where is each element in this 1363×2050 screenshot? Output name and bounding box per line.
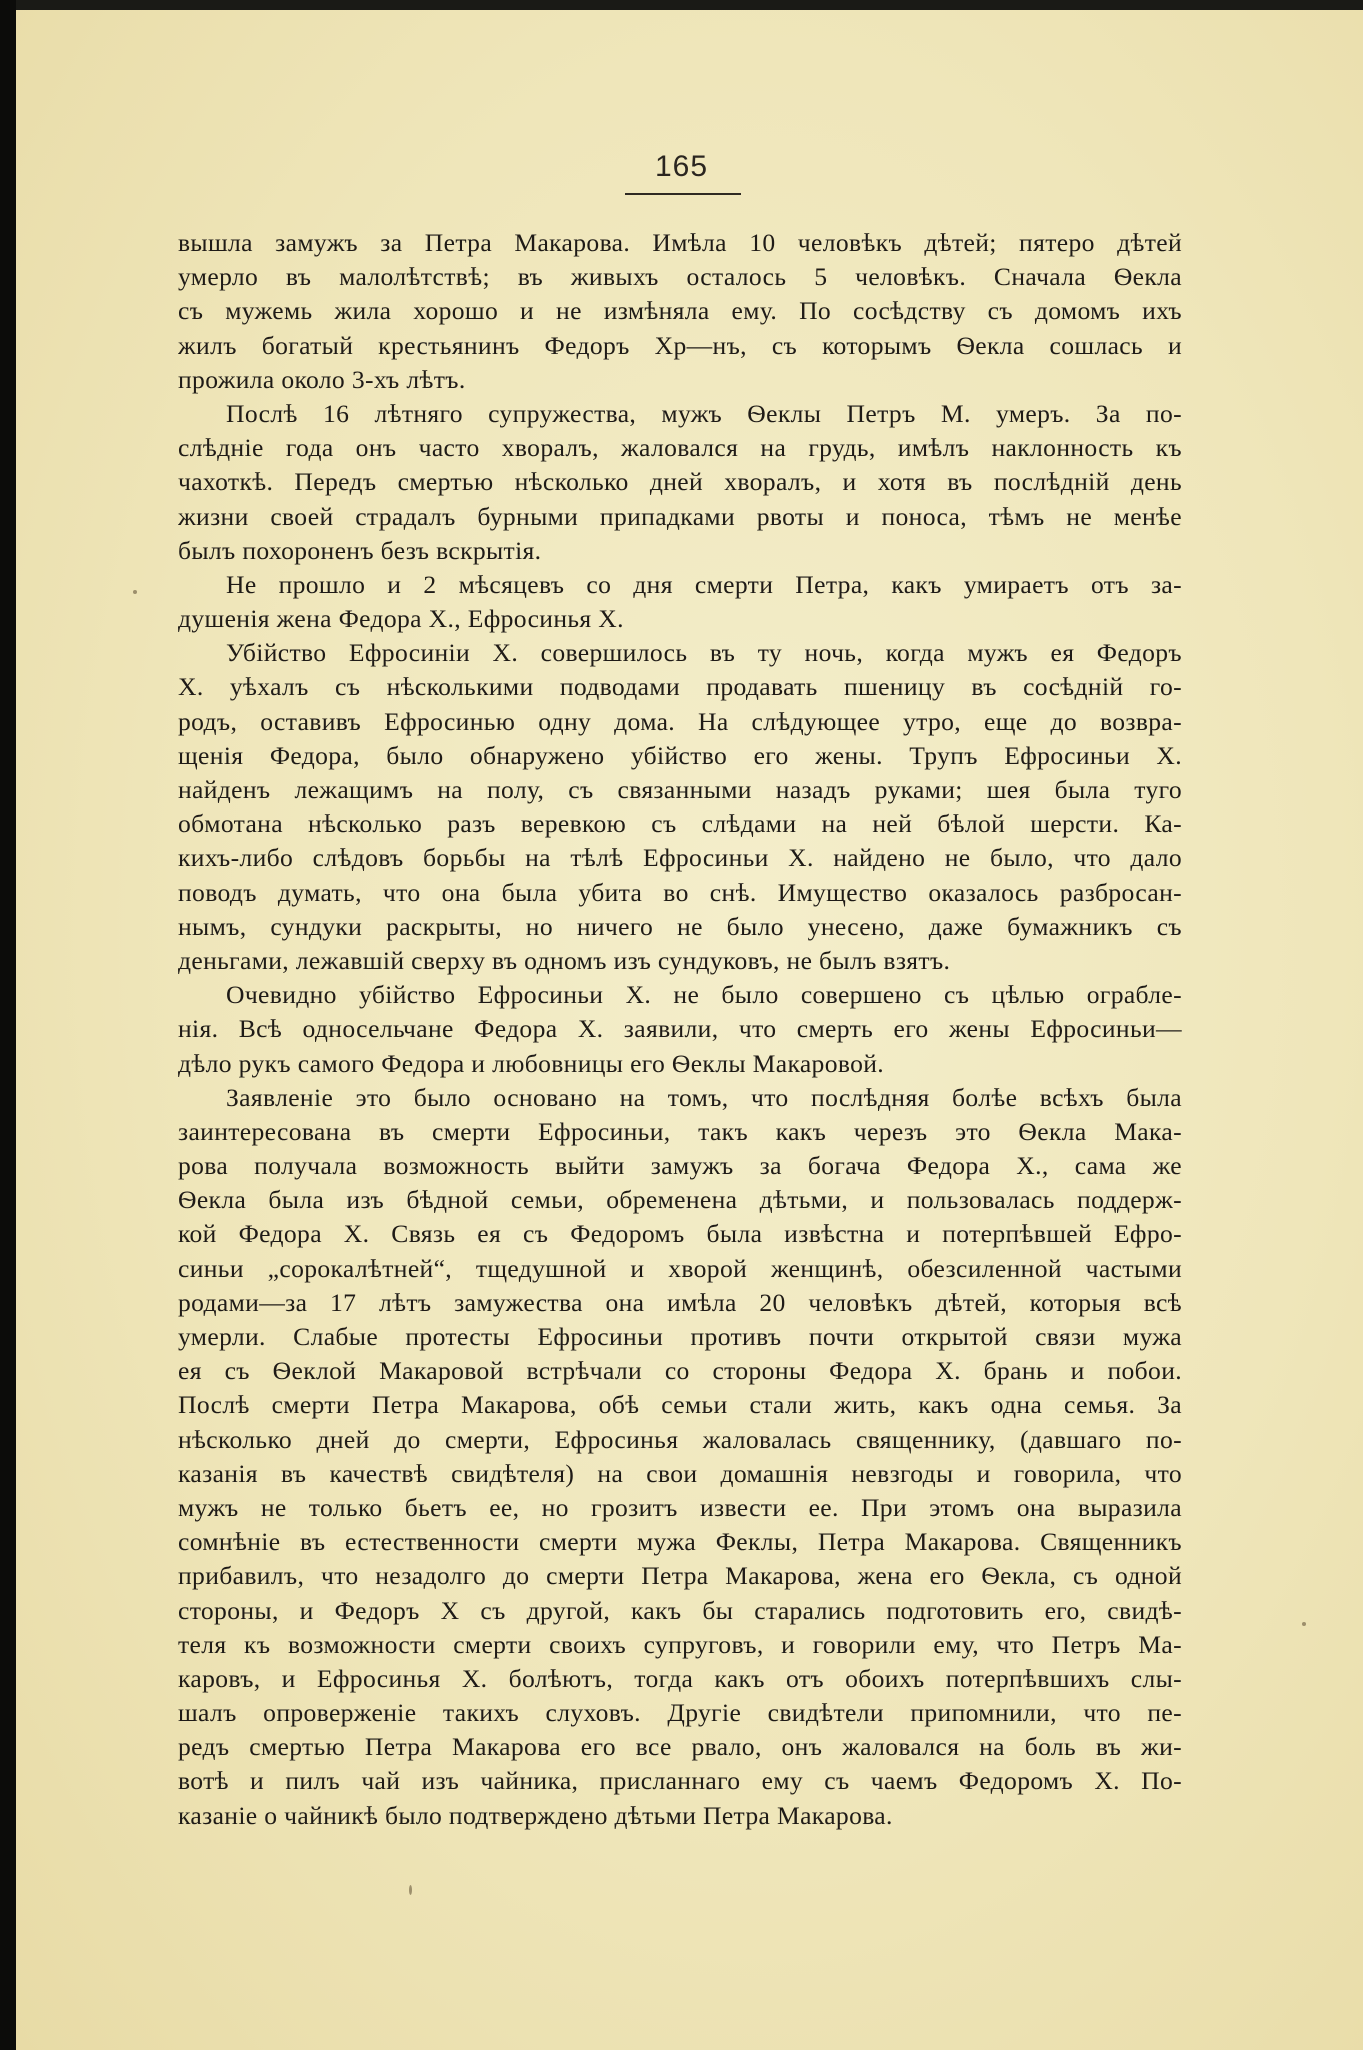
text-line: кой Федора Х. Связь ея съ Федоромъ была извѣстна и потерпѣвшей Ефро- [178, 1219, 1182, 1249]
text-line: былъ похороненъ безъ вскрытія. [178, 535, 542, 565]
page-number-rule [625, 193, 741, 195]
text-line: редъ смертью Петра Макарова его все рвало, онъ жаловался на боль въ жи- [178, 1732, 1182, 1762]
text-line: сомнѣніе въ естественности смерти мужа Феклы, Петра Макарова. Священникъ [178, 1527, 1182, 1557]
paper-speck [1302, 1622, 1306, 1626]
text-line: умерли. Слабые протесты Ефросиньи противъ почти открытой связи мужа [178, 1322, 1182, 1351]
text-line: Послѣ смерти Петра Макарова, обѣ семьи стали жить, какъ одна семья. За [178, 1390, 1182, 1420]
text-line: родами—за 17 лѣтъ замужества она имѣла 20 человѣкъ дѣтей, которыя всѣ [178, 1287, 1182, 1317]
paper-speck [409, 1885, 412, 1895]
text-line: жизни своей страдалъ бурными припадками рвоты и поноса, тѣмъ не менѣе [178, 501, 1182, 531]
text-line: вотѣ и пилъ чай изъ чайника, присланнаго ему съ чаемъ Федоромъ Х. По- [178, 1766, 1182, 1796]
text-line: щенія Федора, было обнаружено убійство его жены. Трупъ Ефросиньи Х. [178, 740, 1182, 770]
text-line: казанія въ качествѣ свидѣтеля) на свои домашнія невзгоды и говорила, что [178, 1458, 1182, 1488]
text-line: шалъ опроверженіе такихъ слуховъ. Другіе свидѣтели припомнили, что пе- [178, 1698, 1182, 1728]
text-line: родъ, оставивъ Ефросинью одну дома. На слѣдующее утро, еще до возвра- [178, 706, 1182, 736]
text-line: стороны, и Федоръ Х съ другой, какъ бы старались подготовить его, свидѣ- [178, 1595, 1182, 1625]
scan-edge-left [0, 0, 16, 2050]
page-number: 165 [654, 150, 709, 183]
text-line: заинтересована въ смерти Ефросиньи, такъ какъ черезъ это Ѳекла Мака- [178, 1116, 1182, 1146]
text-line: прожила около 3-хъ лѣтъ. [178, 364, 466, 394]
text-line: дѣло рукъ самого Федора и любовницы его Ѳеклы Макаровой. [178, 1048, 885, 1078]
text-line: казаніе о чайникѣ было подтверждено дѣтьми Петра Макарова. [178, 1800, 893, 1830]
text-line: кихъ-либо слѣдовъ борьбы на тѣлѣ Ефросиньи Х. найдено не было, что дало [178, 843, 1182, 873]
text-line: душенія жена Федора Х., Ефросинья Х. [178, 604, 624, 634]
text-line: каровъ, и Ефросинья Х. болѣютъ, тогда какъ отъ обоихъ потерпѣвшихъ слы- [178, 1663, 1182, 1693]
text-line: Ѳекла была изъ бѣдной семьи, обременена дѣтьми, и пользовалась поддерж- [178, 1185, 1182, 1215]
text-line: мужъ не только бьетъ ее, но грозитъ извести ее. При этомъ она выразила [178, 1492, 1182, 1522]
text-line: рова получала возможность выйти замужъ за богача Федора Х., сама же [178, 1151, 1182, 1181]
text-line: Заявленіе это было основано на томъ, что послѣдняя болѣе всѣхъ была [226, 1082, 1182, 1112]
text-line: умерло въ малолѣтствѣ; въ живыхъ осталось 5 человѣкъ. Сначала Ѳекла [178, 262, 1182, 292]
text-line: слѣдніе года онъ часто хворалъ, жаловался на грудь, имѣлъ наклонность къ [178, 433, 1182, 463]
body-text [178, 226, 1182, 1833]
text-line: прибавилъ, что незадолго до смерти Петра Макарова, жена его Ѳекла, съ одной [178, 1561, 1182, 1591]
text-line: нія. Всѣ односельчане Федора Х. заявили, что смерть его жены Ефросиньи— [178, 1014, 1182, 1044]
text-line: синьи „сорокалѣтней“, тщедушной и хворой женщинѣ, обезсиленной частыми [178, 1253, 1182, 1283]
text-line: Убійство Ефросиніи Х. совершилось въ ту ночь, когда мужъ ея Федоръ [226, 638, 1182, 668]
text-line: чахоткѣ. Передъ смертью нѣсколько дней хворалъ, и хотя въ послѣдній день [178, 467, 1182, 497]
scan-edge-top [0, 0, 1363, 10]
text-line: обмотана нѣсколько разъ веревкою съ слѣдами на ней бѣлой шерсти. Ка- [178, 809, 1182, 839]
text-line: съ мужемь жила хорошо и не измѣняла ему. По сосѣдству съ домомъ ихъ [178, 296, 1182, 326]
paper-speck [133, 590, 137, 594]
text-line: теля къ возможности смерти своихъ супруговъ, и говорили ему, что Петръ Ма- [178, 1629, 1182, 1659]
text-line: найденъ лежащимъ на полу, съ связанными назадъ руками; шея была туго [178, 775, 1182, 804]
text-line: вышла замужъ за Петра Макарова. Имѣла 10 человѣкъ дѣтей; пятеро дѣтей [178, 228, 1182, 257]
text-line: Послѣ 16 лѣтняго супружества, мужъ Ѳеклы Петръ М. умеръ. За по- [226, 398, 1182, 428]
text-line: деньгами, лежавшій сверху въ одномъ изъ сундуковъ, не былъ взятъ. [178, 945, 951, 975]
text-line: нымъ, сундуки раскрыты, но ничего не было унесено, даже бумажникъ съ [178, 911, 1182, 941]
text-line: Х. уѣхалъ съ нѣсколькими подводами продавать пшеницу въ сосѣдній го- [178, 672, 1182, 702]
text-line: жилъ богатый крестьянинъ Федоръ Хр—нъ, съ которымъ Ѳекла сошлась и [178, 330, 1182, 360]
text-line: Очевидно убійство Ефросиньи Х. не было совершено съ цѣлью ограбле- [226, 980, 1182, 1010]
text-line: поводъ думать, что она была убита во снѣ. Имущество оказалось разбросан- [178, 877, 1182, 907]
text-line: ея съ Ѳеклой Макаровой встрѣчали со стороны Федора Х. брань и побои. [178, 1356, 1182, 1386]
text-line: Не прошло и 2 мѣсяцевъ со дня смерти Петра, какъ умираетъ отъ за- [226, 569, 1182, 599]
text-line: нѣсколько дней до смерти, Ефросинья жаловалась священнику, (давшаго по- [178, 1424, 1182, 1454]
